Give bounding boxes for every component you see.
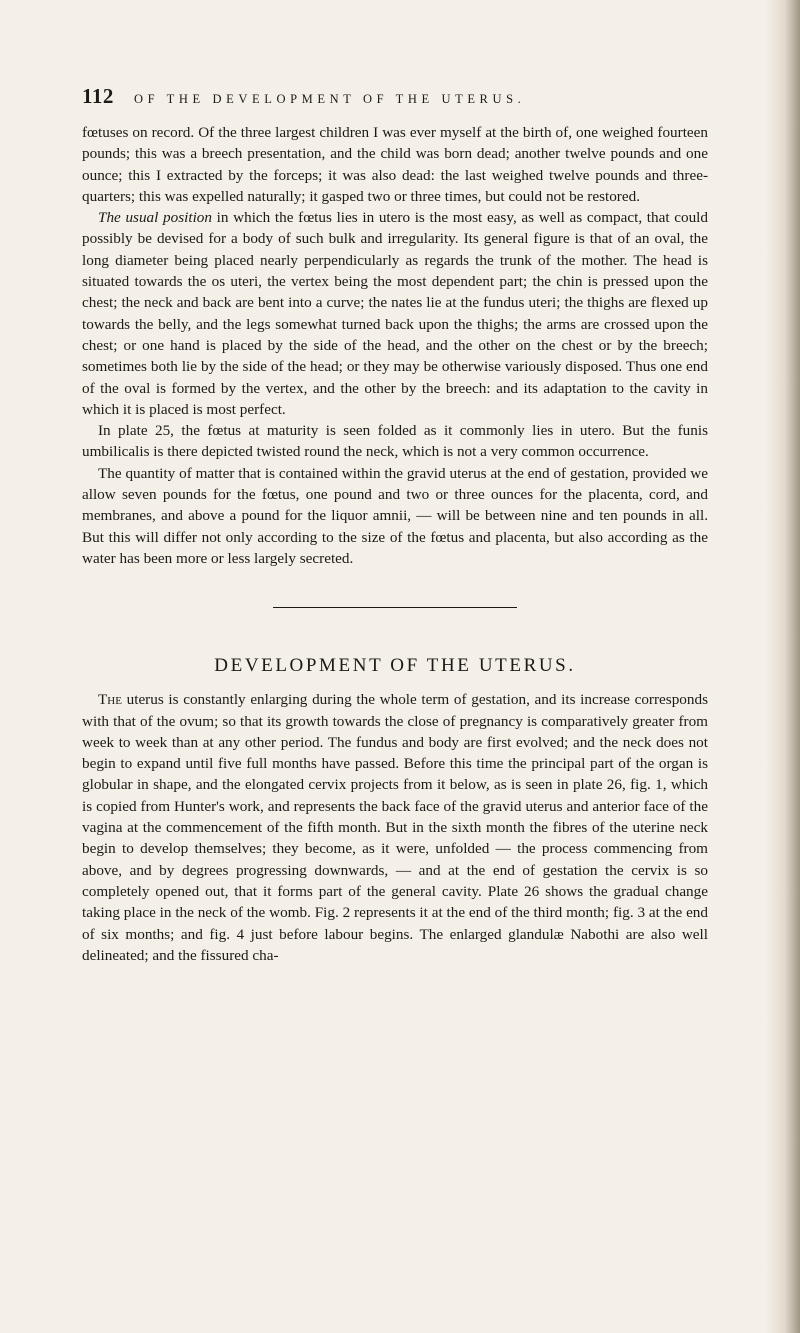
italic-lead-phrase: The usual position: [98, 209, 212, 227]
paragraph-text: in which the fœtus lies in utero is the most easy, as well as compact, that could possibly be devised for a body of such bulk and irregularity. Its general figure is that of an oval, the long diameter being placed nearly perpendicularly as regards the trunk of the mother. The head is situated towards the os uteri, the vertex being the most dependent part; the chin is pressed upon the chest; the neck and back are bent into a curve; the nates lie at the fundus uteri; the thighs are flexed up towards the belly, and the legs somewhat turned back upon the thighs; the arms are crossed upon the chest; or one hand is placed by the side of the head, and the other on the chest or by the breech; sometimes both lie by the side of the head; or they may be otherwise variously disposed. Thus one end of the oval is formed by the vertex, and the other by the breech: and its adaptation to the cavity in which it is placed is most perfect.: [82, 209, 708, 418]
paragraph-plate-25: [82, 420, 708, 463]
section-heading: DEVELOPMENT OF THE UTERUS.: [214, 655, 576, 677]
paragraph-text: In plate 25, the fœtus at maturity is seen folded as it commonly lies in utero. But the funis umbilicalis is there depicted twisted round the neck, which is not a very common occurrence.: [82, 422, 708, 461]
paragraph-usual-position: [82, 207, 708, 420]
running-title: OF THE DEVELOPMENT OF THE UTERUS.: [134, 92, 526, 106]
page-edge-shadow: [766, 0, 800, 1333]
paragraph-text: uterus is constantly enlarging during the whole term of gestation, and its increase corresponds with that of the ovum; so that its growth towards the close of pregnancy is comparatively greater from week to week than at any other period. The fundus and body are first evolved; and the neck does not begin to expand until five full months have passed. Before this time the principal part of the organ is globular in shape, and the elongated cervix projects from it below, as is seen in plate 26, fig. 1, which is copied from Hunter's work, and represents the back face of the gravid uterus and anterior face of the vagina at the commencement of the fifth month. But in the sixth month the fibres of the uterine neck begin to develop themselves; they become, as it were, unfolded — the process commencing from above, and by degrees progressing downwards, — and at the end of gestation the cervix is so completely opened out, that it forms part of the general cavity. Plate 26 shows the gradual change taking place in the neck of the womb. Fig. 2 represents it at the end of the third month; fig. 3 at the end of six months; and fig. 4 just before labour begins. The enlarged glandulæ Nabothi are also well delineated; and the fissured cha-: [82, 691, 708, 964]
paragraph-text: fœtuses on record. Of the three largest children I was ever myself at the birth of, one weighed fourteen pounds; this was a breech presentation, and the child was born dead; another twelve pounds and one ounce; this I extracted by the forceps; it was also dead: the last weighed twelve pounds and three-quarters; this was expelled naturally; it gasped two or three times, but could not be restored.: [82, 124, 708, 205]
paragraph-foetuses-on-record: [82, 122, 708, 207]
paragraph-development-of-uterus: [82, 689, 708, 966]
book-page: [82, 84, 708, 966]
running-header: [82, 84, 708, 114]
paragraph-text: The quantity of matter that is contained within the gravid uterus at the end of gestation, provided we allow seven pounds for the fœtus, one pound and two or three ounces for the placenta, cord, and membranes, and above a pound for the liquor amnii, — will be between nine and ten pounds in all. But this will differ not only according to the size of the fœtus and placenta, but also according as the water has been more or less largely secreted.: [82, 464, 708, 567]
paragraph-quantity-of-matter: [82, 463, 708, 569]
small-caps-lead-word: The: [98, 691, 122, 709]
page-number: 112: [82, 84, 114, 108]
section-divider-rule: [273, 607, 517, 608]
